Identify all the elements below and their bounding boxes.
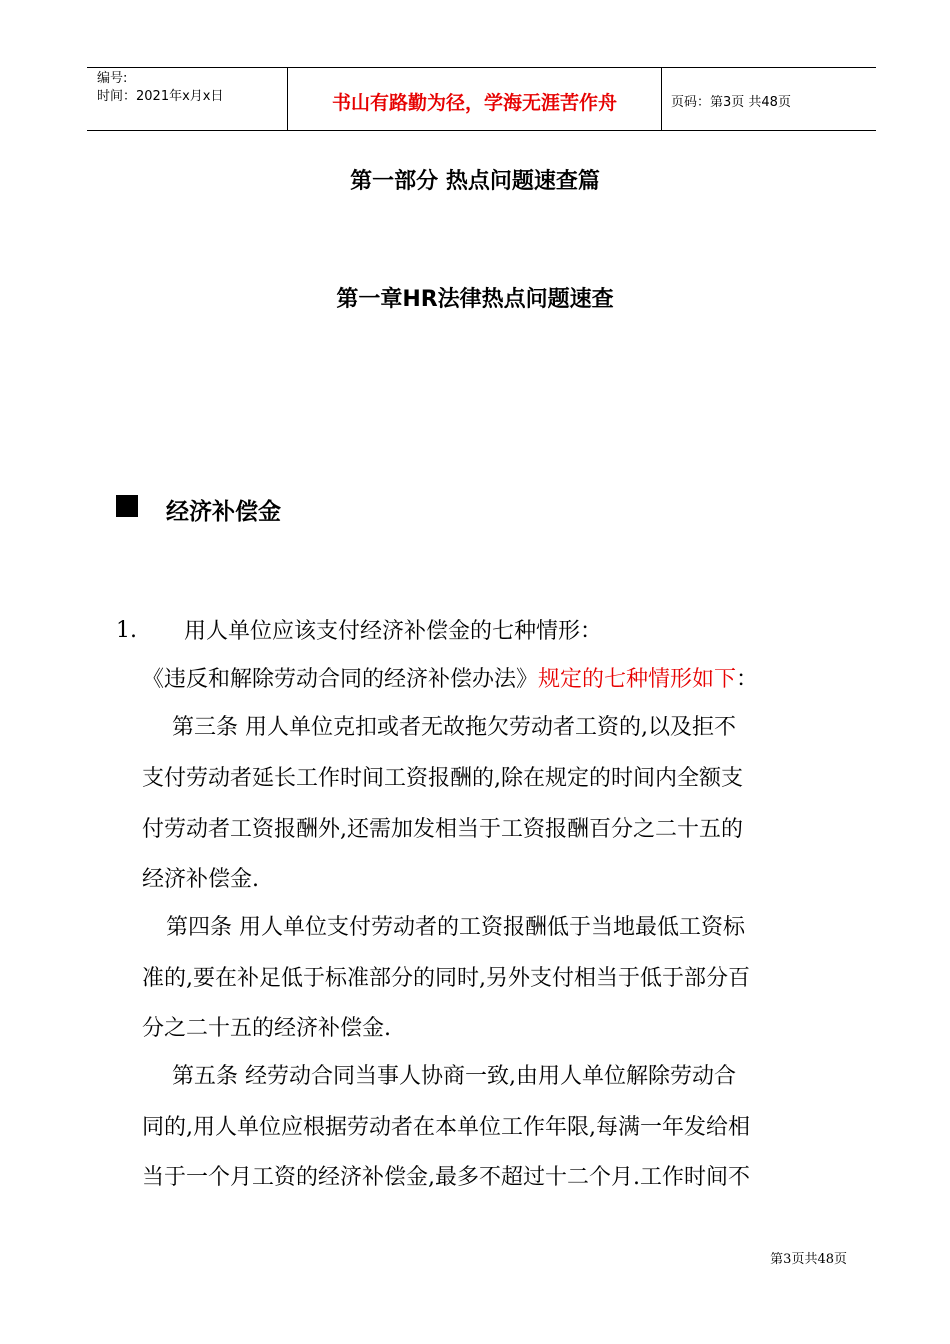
header-page-cell [661,68,876,130]
document-header [87,67,876,131]
time-label: 时间：2021年x月x日 [97,89,224,104]
page-footer: 第3页共48页 [770,1252,847,1267]
article3-line: 经济补偿金. [142,867,259,892]
item-number: 1. [116,618,137,643]
article5-line: 当于一个月工资的经济补偿金,最多不超过十二个月.工作时间不 [142,1165,750,1190]
item-heading: 用人单位应该支付经济补偿金的七种情形： [184,619,603,644]
article4-line: 分之二十五的经济补偿金. [142,1016,391,1041]
article5-line: 同的,用人单位应根据劳动者在本单位工作年限,每满一年发给相 [142,1115,750,1140]
article5-line: 第五条 经劳动合同当事人协商一致,由用人单位解除劳动合 [172,1064,736,1089]
chapter-title: 第一章HR法律热点问题速查 [336,287,614,312]
intro-red-text: 规定的七种情形如下 [538,667,737,692]
part-title: 第一部分 热点问题速查篇 [350,169,600,194]
intro-line [142,666,758,694]
intro-punct: ： [736,667,759,692]
intro-law-name: 《违反和解除劳动合同的经济补偿办法》 [142,667,539,692]
article3-line: 付劳动者工资报酬外,还需加发相当于工资报酬百分之二十五的 [142,817,743,842]
article3-line: 第三条 用人单位克扣或者无故拖欠劳动者工资的,以及拒不 [172,715,736,740]
square-bullet-icon [116,495,138,517]
motto-text: 书山有路勤为径，学海无涯苦作舟 [331,92,617,114]
header-motto-cell [287,68,662,130]
page-info: 页码：第3页 共48页 [671,95,791,110]
header-meta-cell [87,68,287,130]
article4-line: 准的,要在补足低于标准部分的同时,另外支付相当于低于部分百 [142,966,750,991]
article4-line: 第四条 用人单位支付劳动者的工资报酬低于当地最低工资标 [166,915,745,940]
section-title: 经济补偿金 [166,499,281,525]
number-label: 编号: [97,71,128,86]
article3-line: 支付劳动者延长工作时间工资报酬的,除在规定的时间内全额支 [142,766,743,791]
